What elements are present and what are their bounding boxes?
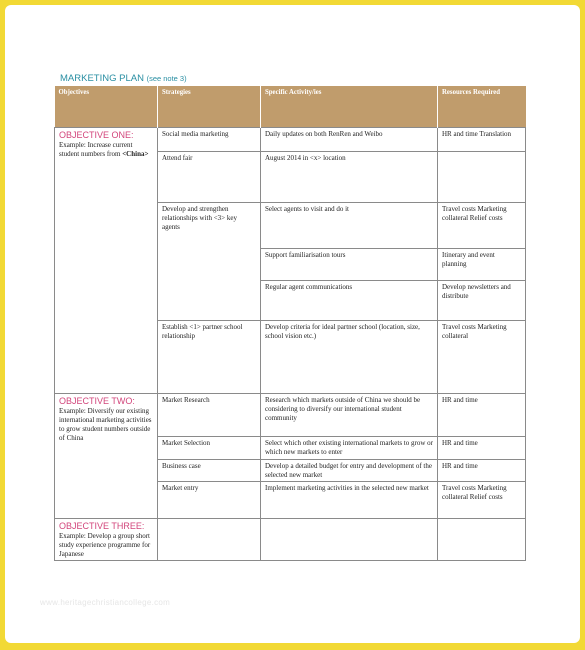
resource-cell: Itinerary and event planning [438, 249, 526, 281]
resource-cell: HR and time Translation [438, 128, 526, 152]
header-activities: Specific Activity/ies [261, 86, 438, 128]
header-resources: Resources Required [438, 86, 526, 128]
activity-cell [261, 519, 438, 561]
activity-cell: Select which other existing international markets to grow or which new markets to enter [261, 437, 438, 460]
table-header-row [55, 86, 526, 128]
activity-cell: Daily updates on both RenRen and Weibo [261, 128, 438, 152]
document-title [60, 73, 187, 84]
activity-cell: August 2014 in <x> location [261, 152, 438, 203]
activity-cell: Develop a detailed budget for entry and development of the selected new market [261, 460, 438, 482]
title-note: (see note 3) [146, 74, 187, 83]
strategy-cell: Establish <1> partner school relationship [158, 321, 261, 394]
strategy-cell: Market entry [158, 482, 261, 519]
strategy-cell: Social media marketing [158, 128, 261, 152]
objective-three-name: OBJECTIVE THREE: [59, 521, 145, 531]
strategy-cell: Develop and strengthen relationships with <3> key agents [158, 203, 261, 321]
activity-cell: Support familiarisation tours [261, 249, 438, 281]
strategy-cell: Business case [158, 460, 261, 482]
objective-one-cell [55, 128, 158, 394]
resource-cell: Develop newsletters and distribute [438, 281, 526, 321]
header-objectives: Objectives [55, 86, 158, 128]
objective-one-name: OBJECTIVE ONE: [59, 130, 134, 140]
marketing-plan-table [54, 86, 526, 561]
objective-two-cell [55, 394, 158, 519]
activity-cell: Implement marketing activities in the selected new market [261, 482, 438, 519]
resource-cell [438, 152, 526, 203]
strategy-cell: Market Selection [158, 437, 261, 460]
resource-cell: HR and time [438, 394, 526, 437]
objective-three-example: Example: Develop a group short study experience programme for Japanese [59, 532, 151, 558]
strategy-cell [158, 519, 261, 561]
strategy-cell: Market Research [158, 394, 261, 437]
objective-two-name: OBJECTIVE TWO: [59, 396, 135, 406]
activity-cell: Develop criteria for ideal partner school (location, size, school vision etc.) [261, 321, 438, 394]
watermark: www.heritagechristiancollege.com [40, 598, 171, 607]
activity-cell: Regular agent communications [261, 281, 438, 321]
objective-one-example: Example: Increase current student numbers from <China> [59, 141, 149, 158]
title-main: MARKETING PLAN [60, 73, 144, 84]
table-row [55, 394, 526, 437]
table-row [55, 519, 526, 561]
resource-cell: Travel costs Marketing collateral Relief costs [438, 482, 526, 519]
resource-cell: HR and time [438, 460, 526, 482]
activity-cell: Select agents to visit and do it [261, 203, 438, 249]
header-strategies: Strategies [158, 86, 261, 128]
objective-three-cell [55, 519, 158, 561]
table-row [55, 128, 526, 152]
activity-cell: Research which markets outside of China we should be considering to diversify our international student community [261, 394, 438, 437]
resource-cell: Travel costs Marketing collateral Relief costs [438, 203, 526, 249]
objective-two-example: Example: Diversify our existing international marketing activities to grow student numbers outside of China [59, 407, 152, 442]
resource-cell: Travel costs Marketing collateral [438, 321, 526, 394]
resource-cell: HR and time [438, 437, 526, 460]
resource-cell [438, 519, 526, 561]
strategy-cell: Attend fair [158, 152, 261, 203]
